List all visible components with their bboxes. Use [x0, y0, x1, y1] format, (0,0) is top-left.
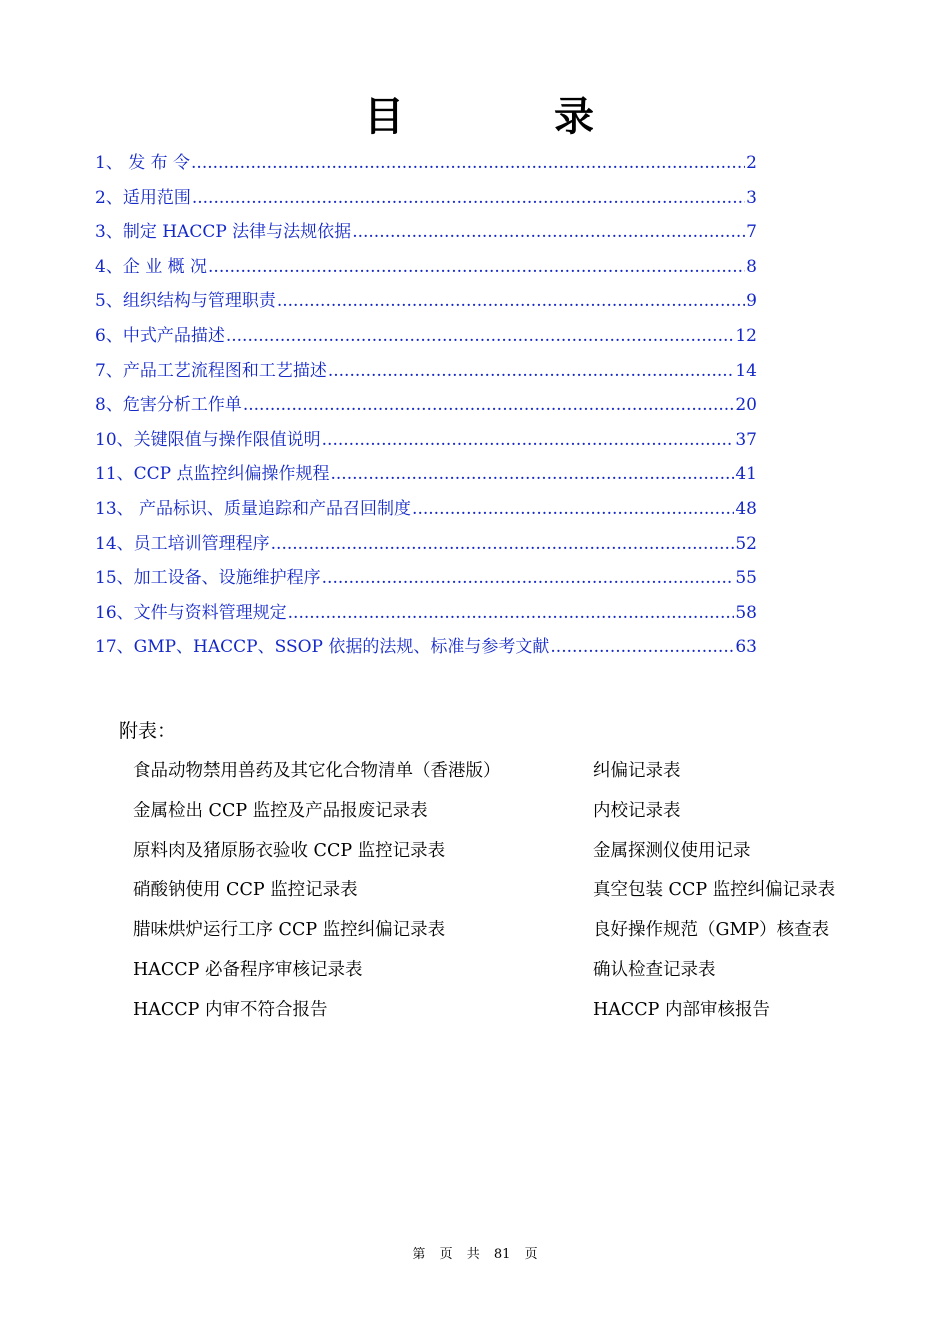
appendix-item: 金属探测仪使用记录: [593, 840, 751, 861]
toc-item-label: 17、GMP、HACCP、SSOP 依据的法规、标准与参考文献: [95, 637, 550, 658]
toc-item-label: 13、 产品标识、质量追踪和产品召回制度: [95, 498, 412, 519]
footer-text: 页: [439, 1247, 453, 1262]
footer-text: 页: [524, 1247, 538, 1262]
toc-item[interactable]: [95, 215, 757, 250]
toc-item-label: 11、CCP 点监控纠偏操作规程: [95, 464, 330, 485]
title-char-2: 录: [554, 94, 594, 140]
appendix-item: 良好操作规范（GMP）核查表: [593, 920, 830, 941]
toc-item-page: 37: [735, 429, 757, 450]
toc-item-label: 6、中式产品描述: [95, 325, 225, 346]
appendix-row: [133, 915, 873, 955]
toc-leader: [322, 561, 735, 596]
appendix-row: [133, 875, 873, 915]
toc-item[interactable]: [95, 181, 757, 216]
toc-leader: [288, 596, 735, 631]
toc-item[interactable]: [95, 388, 757, 423]
toc-item-label: 8、危害分析工作单: [95, 395, 242, 416]
appendix-row: [133, 796, 873, 836]
toc-item-label: 10、关键限值与操作限值说明: [95, 429, 321, 450]
appendix-item: 真空包装 CCP 监控纠偏记录表: [593, 880, 836, 901]
toc-leader: [412, 492, 734, 527]
toc-item-page: 12: [735, 325, 757, 346]
toc-item-page: 20: [735, 395, 757, 416]
toc-item-label: 2、适用范围: [95, 187, 191, 208]
toc-item[interactable]: [95, 319, 757, 354]
appendix-item: HACCP 内部审核报告: [593, 999, 771, 1020]
appendix-item: 纠偏记录表: [593, 761, 681, 781]
toc-leader: [277, 284, 745, 319]
toc-item-label: 5、组织结构与管理职责: [95, 291, 276, 312]
toc-item[interactable]: [95, 146, 757, 181]
appendix-row: [133, 756, 873, 796]
toc-item[interactable]: [95, 457, 757, 492]
toc-item-label: 7、产品工艺流程图和工艺描述: [95, 360, 327, 381]
toc-leader: [226, 319, 735, 354]
page-footer: [0, 1245, 950, 1265]
toc-item-page: 63: [735, 637, 757, 658]
toc-leader: [328, 354, 735, 389]
toc-item-page: 14: [735, 360, 757, 381]
appendix-item: 食品动物禁用兽药及其它化合物清单（香港版）: [133, 761, 501, 781]
toc-item[interactable]: [95, 596, 757, 631]
toc-item-page: 7: [746, 222, 757, 243]
toc-leader: [191, 146, 745, 181]
toc-item-page: 55: [735, 568, 757, 589]
toc-item[interactable]: [95, 527, 757, 562]
appendix-item: HACCP 内审不符合报告: [133, 999, 328, 1020]
footer-text: 共: [466, 1247, 480, 1262]
footer-text: 第: [412, 1247, 426, 1262]
toc-item-label: 3、制定 HACCP 法律与法规依据: [95, 222, 352, 243]
appendix-item: 确认检查记录表: [593, 959, 716, 980]
toc-item[interactable]: [95, 492, 757, 527]
toc-leader: [208, 250, 745, 285]
toc-item-label: 15、加工设备、设施维护程序: [95, 568, 321, 589]
appendix-item: HACCP 必备程序审核记录表: [133, 959, 363, 980]
footer-total-pages: 81: [493, 1247, 511, 1262]
appendix-row: [133, 955, 873, 995]
toc-item[interactable]: [95, 630, 757, 665]
toc-item-label: 1、 发 布 令: [95, 153, 191, 173]
toc-item-page: 41: [735, 464, 757, 485]
toc-item[interactable]: [95, 284, 757, 319]
toc-leader: [271, 527, 735, 562]
toc-leader: [352, 215, 745, 250]
toc-item-page: 8: [746, 256, 757, 277]
appendix-row: [133, 836, 873, 876]
toc-item-page: 2: [746, 153, 757, 173]
title-char-1: 目: [364, 94, 404, 140]
toc-item-page: 52: [735, 533, 757, 554]
toc-leader: [243, 388, 735, 423]
toc-leader: [192, 181, 745, 216]
toc-item-page: 48: [735, 498, 757, 519]
page-title: [0, 92, 950, 142]
toc-item[interactable]: [95, 423, 757, 458]
toc-leader: [550, 630, 734, 665]
table-of-contents: [95, 146, 757, 665]
toc-item-label: 4、企 业 概 况: [95, 256, 208, 277]
appendix-heading: 附表：: [119, 720, 177, 742]
toc-item-page: 58: [735, 602, 757, 623]
toc-item[interactable]: [95, 250, 757, 285]
appendix-item: 金属检出 CCP 监控及产品报废记录表: [133, 800, 428, 821]
toc-item[interactable]: [95, 354, 757, 389]
toc-item[interactable]: [95, 561, 757, 596]
appendix-item: 腊味烘炉运行工序 CCP 监控纠偏记录表: [133, 920, 446, 941]
appendix-item: 内校记录表: [593, 800, 681, 821]
toc-leader: [331, 457, 735, 492]
appendix-item: 原料肉及猪原肠衣验收 CCP 监控记录表: [133, 840, 446, 861]
toc-item-page: 9: [746, 291, 757, 312]
toc-leader: [322, 423, 735, 458]
toc-item-page: 3: [746, 187, 757, 208]
appendix-item: 硝酸钠使用 CCP 监控记录表: [133, 880, 358, 901]
appendix-row: [133, 995, 873, 1035]
toc-item-label: 16、文件与资料管理规定: [95, 602, 287, 623]
toc-item-label: 14、员工培训管理程序: [95, 533, 270, 554]
appendix-list: [133, 756, 873, 1035]
